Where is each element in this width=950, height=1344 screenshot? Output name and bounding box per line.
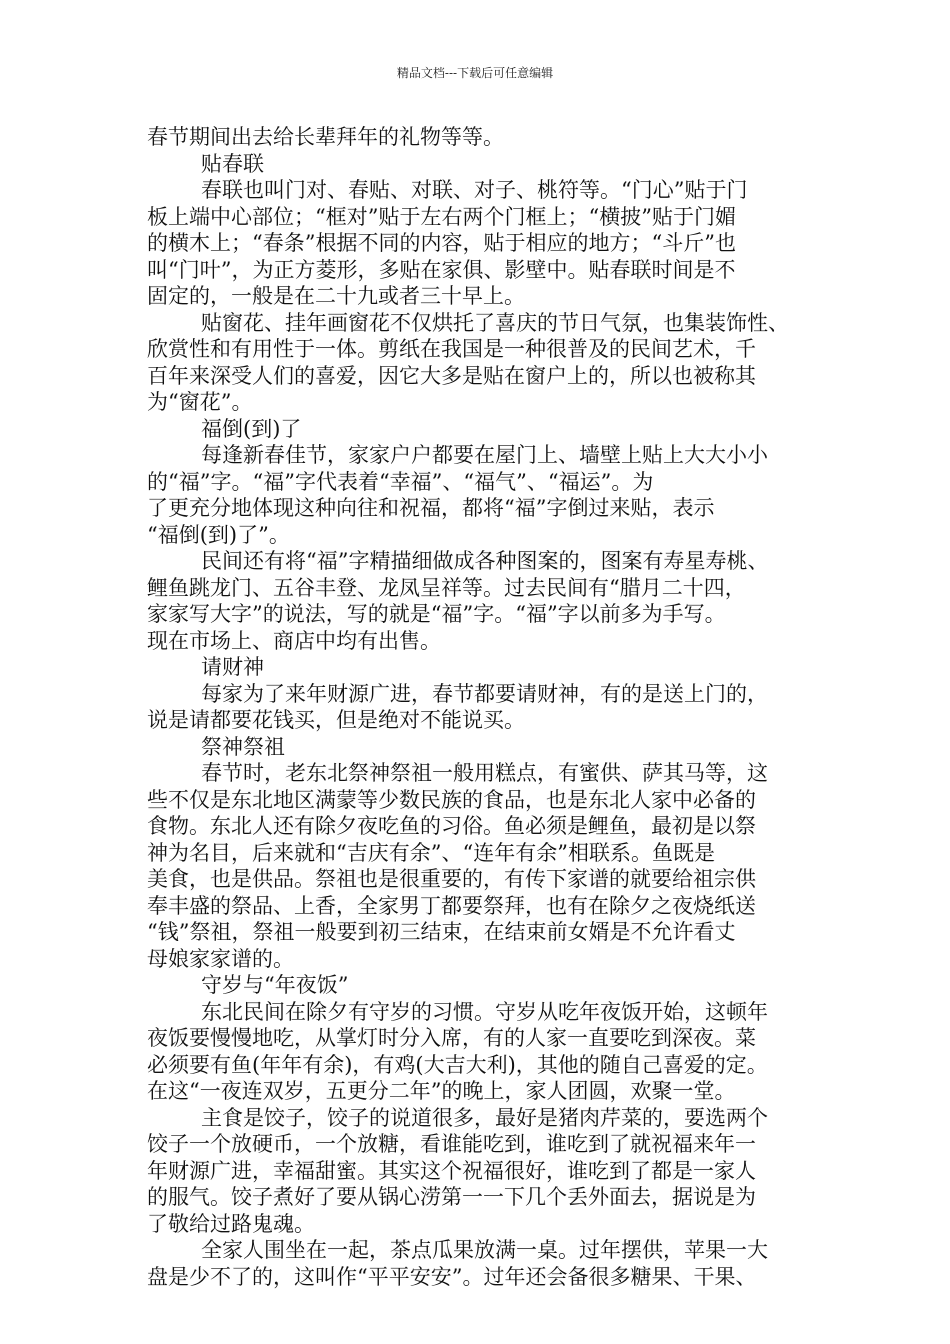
text-line: 家家写大字”的说法，写的就是“福”字。“福”字以前多为手写。 [147, 602, 726, 626]
text-line: 奉丰盛的祭品、上香，全家男丁都要祭拜，也有在除夕之夜烧纸送 [147, 893, 756, 918]
document-body [147, 124, 806, 1290]
text-line: 年财源广进，幸福甜蜜。其实这个祝福很好，谁吃到了都是一家人 [147, 1158, 756, 1183]
text-line: 食物。东北人还有除夕夜吃鱼的习俗。鱼必须是鲤鱼，最初是以祭 [147, 814, 756, 838]
text-line: 了更充分地体现这种向往和祝福，都将“福”字倒过来贴，表示 [147, 496, 715, 520]
text-line: 夜饭要慢慢地吃，从掌灯时分入席，有的人家一直要吃到深夜。菜 [147, 1026, 756, 1050]
page-header: 精品文档---下载后可任意编辑 [396, 66, 554, 80]
text-line: 请财神 [201, 655, 264, 679]
text-line: 全家人围坐在一起，茶点瓜果放满一桌。过年摆供，苹果一大 [201, 1238, 768, 1262]
text-line: 为“窗花”。 [147, 390, 253, 414]
text-line: 祭神祭祖 [201, 734, 285, 759]
text-line: “钱”祭祖，祭祖一般要到初三结束，在结束前女婿是不允许看丈 [147, 920, 736, 944]
text-line: 贴窗花、挂年画窗花不仅烘托了喜庆的节日气氛，也集装饰性、 [201, 310, 789, 335]
text-line: 饺子一个放硬币，一个放糖，看谁能吃到，谁吃到了就祝福来年一 [147, 1132, 756, 1156]
text-line: 神为名目，后来就和“吉庆有余”、“连年有余”相联系。鱼既是 [147, 840, 715, 865]
text-line: 鲤鱼跳龙门、五谷丰登、龙凤呈祥等。过去民间有“腊月二十四， [147, 575, 746, 600]
text-line: “福倒(到)了”。 [147, 522, 290, 547]
text-line: 板上端中心部位；“框对”贴于左右两个门框上；“横披”贴于门媚 [147, 204, 736, 229]
text-line: 东北民间在除夕有守岁的习惯。守岁从吃年夜饭开始，这顿年 [201, 999, 768, 1024]
text-line: 母娘家家谱的。 [147, 946, 294, 971]
text-line: 的服气。饺子煮好了要从锅心涝第一一下几个丢外面去，据说是为 [147, 1185, 756, 1209]
text-line: 每家为了来年财源广进，春节都要请财神，有的是送上门的， [201, 681, 768, 706]
text-line: 盘是少不了的，这叫作“平平安安”。过年还会备很多糖果、干果、 [147, 1264, 757, 1289]
text-line: 在这“一夜连双岁，五更分二年”的晚上，家人团圆，欢聚一堂。 [147, 1079, 736, 1103]
text-line: 固定的，一般是在二十九或者三十早上。 [147, 284, 525, 308]
text-line: 春联也叫门对、春贴、对联、对子、桃符等。“门心”贴于门 [201, 178, 748, 202]
text-line: 春节时，老东北祭神祭祖一般用糕点，有蜜供、萨其马等，这 [201, 761, 768, 785]
text-line: 的横木上；“春条”根据不同的内容，贴于相应的地方；“斗斤”也 [147, 231, 736, 255]
text-line: 了敬给过路鬼魂。 [147, 1211, 315, 1236]
text-line: 叫“门叶”，为正方菱形，多贴在家俱、影壁中。贴春联时间是不 [147, 257, 736, 282]
text-line: 的“福”字。“福”字代表着“幸福”、“福气”、“福运”。为 [147, 469, 654, 494]
text-line: 主食是饺子，饺子的说道很多，最好是猪肉芹菜的，要选两个 [201, 1105, 768, 1130]
text-line: 贴春联 [201, 151, 264, 176]
text-line: 必须要有鱼(年年有余)，有鸡(大吉大利)，其他的随自己喜爱的定。 [147, 1052, 768, 1077]
text-line: 欣赏性和有用性于一体。剪纸在我国是一种很普及的民间艺术，千 [147, 337, 756, 361]
text-line: 美食，也是供品。祭祖也是很重要的，有传下家谱的就要给祖宗供 [147, 867, 756, 891]
text-line: 春节期间出去给长辈拜年的礼物等等。 [147, 125, 504, 149]
text-line: 说是请都要花钱买，但是绝对不能说买。 [147, 708, 525, 732]
text-line: 些不仅是东北地区满蒙等少数民族的食品，也是东北人家中必备的 [147, 787, 756, 812]
text-line: 现在市场上、商店中均有出售。 [147, 628, 441, 653]
text-line: 福倒(到)了 [201, 416, 302, 441]
text-line: 守岁与“年夜饭” [201, 973, 349, 997]
text-line: 百年来深受人们的喜爱，因它大多是贴在窗户上的，所以也被称其 [147, 363, 756, 388]
text-line: 民间还有将“福”字精描细做成各种图案的，图案有寿星寿桃、 [201, 549, 769, 573]
text-line: 每逢新春佳节，家家户户都要在屋门上、墙壁上贴上大大小小 [201, 443, 768, 467]
